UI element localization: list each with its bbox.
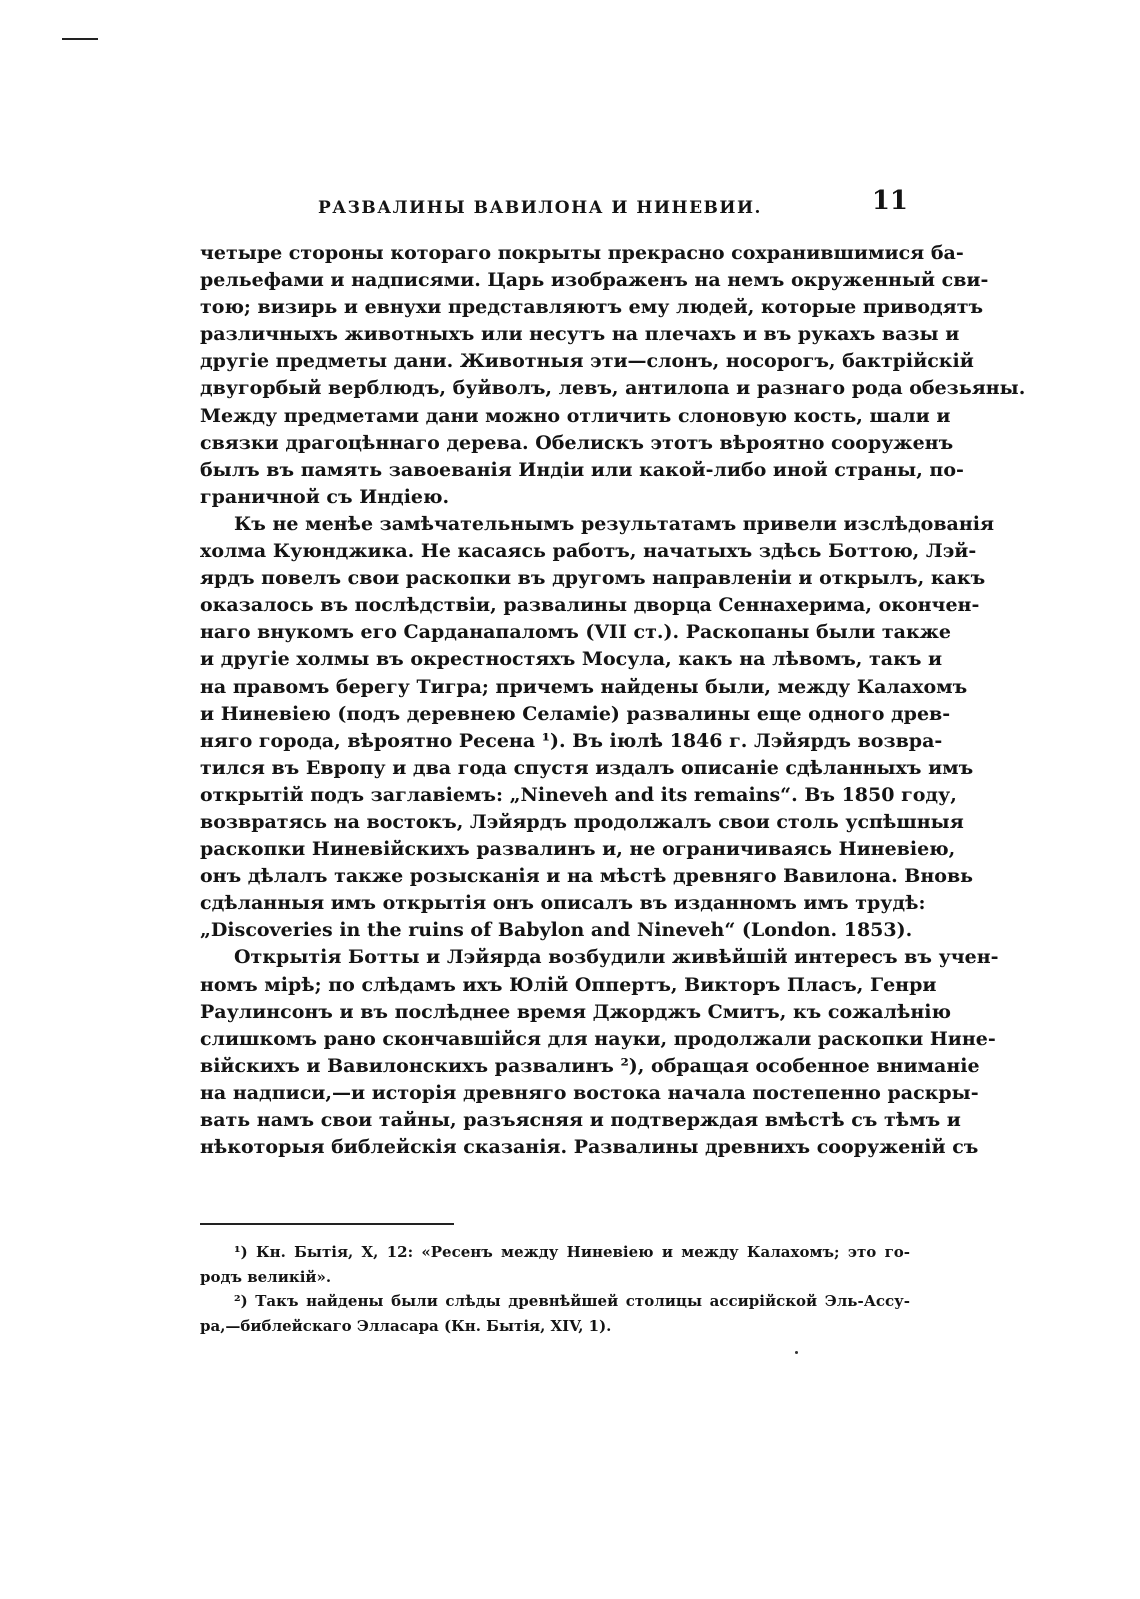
footnotes bbox=[200, 1240, 910, 1338]
running-head bbox=[208, 186, 908, 226]
text-line: возвратясь на востокъ, Лэйярдъ продолжалъ свои столь успѣшныя bbox=[200, 810, 964, 833]
text-line: былъ въ память завоеванія Индіи или какой-либо иной страны, по- bbox=[200, 458, 964, 481]
text-line: различныхъ животныхъ или несутъ на плечахъ и въ рукахъ вазы и bbox=[200, 323, 960, 346]
page-number: 11 bbox=[871, 186, 908, 216]
text-line: холма Куюнджика. Не касаясь работъ, начатыхъ здѣсь Боттою, Лэй- bbox=[200, 540, 977, 563]
text-line: и Ниневіею (подъ деревнею Селаміе) развалины еще одного древ- bbox=[200, 702, 951, 725]
footnote-2-line: ра,—библейскаго Элласара (Кн. Бытія, XIV, 1). bbox=[200, 1316, 612, 1335]
text-line: четыре стороны котораго покрыты прекрасно сохранившимися ба- bbox=[200, 242, 964, 264]
text-line: и другіе холмы въ окрестностяхъ Мосула, какъ на лѣвомъ, такъ и bbox=[200, 648, 943, 671]
text-line: номъ мірѣ; по слѣдамъ ихъ Юлій Оппертъ, Викторъ Пласъ, Генри bbox=[200, 973, 937, 996]
text-line: ярдъ повелъ свои раскопки въ другомъ направленіи и открылъ, какъ bbox=[200, 567, 986, 590]
text-line: тою; визирь и евнухи представляютъ ему людей, которые приводятъ bbox=[200, 296, 984, 319]
text-line: Между предметами дани можно отличить слоновую кость, шали и bbox=[200, 404, 951, 427]
scan-speck bbox=[795, 1351, 798, 1354]
text-line: оказалось въ послѣдствіи, развалины дворца Сеннахерима, окончен- bbox=[200, 594, 980, 617]
text-line: двугорбый верблюдъ, буйволъ, левъ, антилопа и разнаго рода обезьяны. bbox=[200, 377, 1026, 400]
paragraph-start-line: Къ не менѣе замѣчательнымъ результатамъ привели изслѣдованія bbox=[234, 512, 995, 535]
text-line: онъ дѣлалъ также розысканія и на мѣстѣ древняго Вавилона. Вновь bbox=[200, 865, 974, 888]
text-line: Раулинсонъ и въ послѣднее время Джорджъ Смитъ, къ сожалѣнію bbox=[200, 1000, 951, 1023]
text-line: на надписи,—и исторія древняго востока начала постепенно раскры- bbox=[200, 1081, 979, 1104]
running-title: РАЗВАЛИНЫ ВАВИЛОНА И НИНЕВИИ. bbox=[318, 198, 762, 218]
text-line: другіе предметы дани. Животныя эти—слонъ, носорогъ, бактрійскій bbox=[200, 350, 974, 373]
text-line: открытій подъ заглавіемъ: „Nineveh and its remains“. Въ 1850 году, bbox=[200, 783, 957, 806]
footnote-1-line: родъ великій». bbox=[200, 1267, 332, 1286]
footnote-rule bbox=[200, 1223, 454, 1225]
main-text bbox=[200, 240, 1026, 1161]
footnote-2-line: ²) Такъ найдены были слѣды древнѣйшей столицы ассирійской Эль-Ассу- bbox=[234, 1292, 910, 1310]
text-line: війскихъ и Вавилонскихъ развалинъ ²), обращая особенное вниманіе bbox=[200, 1054, 980, 1077]
footnote-1-line: ¹) Кн. Бытія, X, 12: «Ресенъ между Ниневіею и между Калахомъ; это го- bbox=[234, 1243, 910, 1261]
text-line: тился въ Европу и два года спустя издалъ описаніе сдѣланныхъ имъ bbox=[200, 756, 974, 779]
text-line: нѣкоторыя библейскія сказанія. Развалины древнихъ сооруженій съ bbox=[200, 1136, 979, 1159]
text-line: слишкомъ рано скончавшійся для науки, продолжали раскопки Нине- bbox=[200, 1027, 996, 1050]
text-line: рельефами и надписями. Царь изображенъ на немъ окруженный сви- bbox=[200, 269, 989, 292]
text-line: сдѣланныя имъ открытія онъ описалъ въ изданномъ имъ трудѣ: bbox=[200, 892, 926, 915]
text-line: „Discoveries in the ruins of Babylon and Nineveh“ (London. 1853). bbox=[200, 919, 913, 942]
text-line: няго города, вѣроятно Ресена ¹). Въ іюлѣ 1846 г. Лэйярдъ возвра- bbox=[200, 729, 943, 752]
corner-scan-mark bbox=[62, 38, 98, 40]
text-line: связки драгоцѣннаго дерева. Обелискъ этотъ вѣроятно сооруженъ bbox=[200, 431, 954, 454]
text-line: раскопки Ниневійскихъ развалинъ и, не ограничиваясь Ниневіею, bbox=[200, 838, 956, 861]
paragraph-start-line: Открытія Ботты и Лэйярда возбудили живѣйшій интересъ въ учен- bbox=[234, 946, 999, 969]
text-line: граничной съ Индіею. bbox=[200, 485, 450, 508]
text-line: наго внукомъ его Сарданапаломъ (VII ст.). Раскопаны были также bbox=[200, 621, 951, 644]
text-line: вать намъ свои тайны, разъясняя и подтверждая вмѣстѣ съ тѣмъ и bbox=[200, 1109, 961, 1131]
text-line: на правомъ берегу Тигра; причемъ найдены были, между Калахомъ bbox=[200, 675, 968, 698]
